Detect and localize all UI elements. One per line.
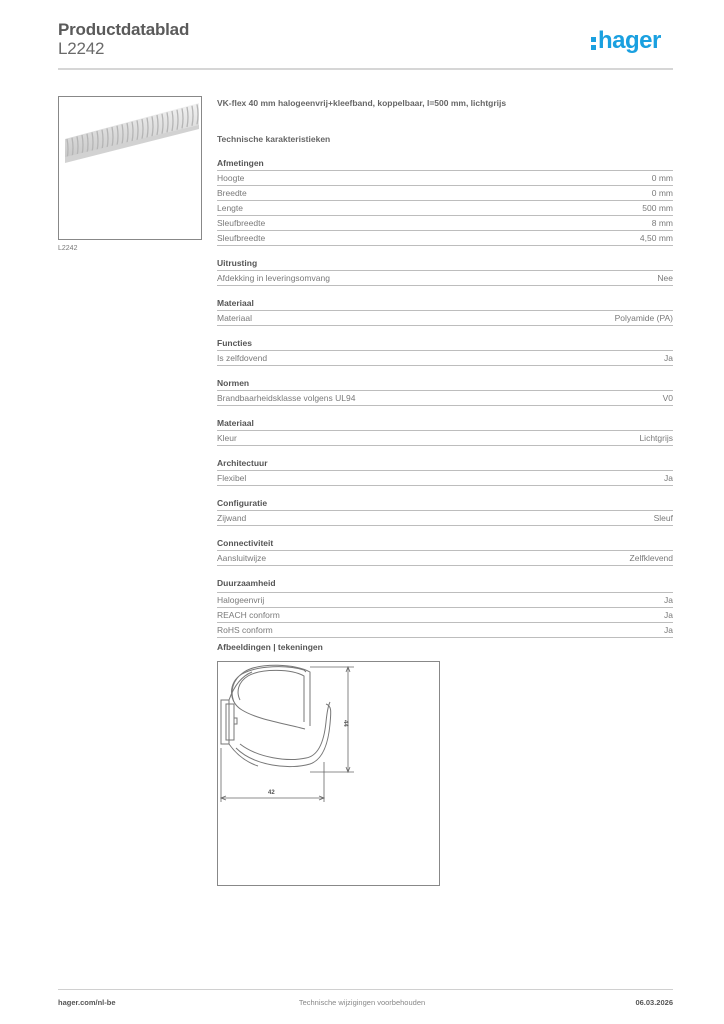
- spec-label: Lengte: [217, 203, 243, 213]
- spec-value: Zelfklevend: [629, 553, 673, 563]
- spec-label: Breedte: [217, 188, 247, 198]
- spec-row: [217, 391, 673, 406]
- spec-value: Ja: [664, 595, 673, 605]
- spec-group-material: [217, 297, 673, 326]
- spec-label: Sleufbreedte: [217, 233, 266, 243]
- spec-group-dimensions: [217, 157, 673, 246]
- group-title: Functies: [217, 337, 673, 351]
- spec-label: Sleufbreedte: [217, 218, 266, 228]
- spec-value: Sleuf: [653, 513, 673, 523]
- product-image: [58, 96, 202, 240]
- spec-value: 4,50 mm: [639, 233, 673, 243]
- spec-label: Kleur: [217, 433, 237, 443]
- width-dimension-label: 42: [268, 790, 275, 796]
- spec-label: Halogeenvrij: [217, 595, 265, 605]
- height-dimension-label: 44: [342, 720, 348, 727]
- spec-row: [217, 593, 673, 608]
- product-description: VK-flex 40 mm halogeenvrij+kleefband, koppelbaar, l=500 mm, lichtgrijs: [217, 98, 507, 108]
- product-code: L2242: [58, 39, 105, 58]
- spec-group-architecture: [217, 457, 673, 486]
- group-title: Uitrusting: [217, 257, 673, 271]
- footer-divider: [58, 989, 673, 990]
- footer-disclaimer: Technische wijzigingen voorbehouden: [298, 998, 426, 1007]
- spec-row: [217, 201, 673, 216]
- spec-row: [217, 216, 673, 231]
- spec-value: Lichtgrijs: [639, 433, 673, 443]
- drawings-title: Afbeeldingen | tekeningen: [217, 642, 323, 652]
- spec-label: Aansluitwijze: [217, 553, 267, 563]
- spec-value: Nee: [657, 273, 673, 283]
- page-title: Productdatablad: [58, 20, 190, 39]
- logo-text: hager: [598, 27, 661, 54]
- spec-label: Materiaal: [217, 313, 252, 323]
- group-title: Architectuur: [217, 457, 673, 471]
- spec-row: [217, 551, 673, 566]
- spec-row: [217, 351, 673, 366]
- group-title: Afmetingen: [217, 157, 673, 171]
- spec-label: Is zelfdovend: [217, 353, 268, 363]
- spec-value: V0: [662, 393, 673, 403]
- spec-value: Ja: [664, 353, 673, 363]
- spec-value: 500 mm: [642, 203, 673, 213]
- spec-group-equipment: [217, 257, 673, 286]
- spec-row: [217, 431, 673, 446]
- spec-row: [217, 608, 673, 623]
- spec-value: Ja: [664, 473, 673, 483]
- spec-group-configuration: [217, 497, 673, 526]
- spec-row: [217, 471, 673, 486]
- spec-group-standards: [217, 377, 673, 406]
- spec-value: Ja: [664, 610, 673, 620]
- spec-label: REACH conform: [217, 610, 280, 620]
- footer-date: 06.03.2026: [635, 998, 673, 1007]
- technical-specs: [217, 97, 673, 638]
- spec-group-connectivity: [217, 537, 673, 566]
- technical-drawing: [217, 661, 440, 886]
- spec-value: Polyamide (PA): [614, 313, 673, 323]
- spec-label: Zijwand: [217, 513, 247, 523]
- logo-colon-icon: [591, 28, 596, 54]
- spec-row: [217, 271, 673, 286]
- group-title: Normen: [217, 377, 673, 391]
- spec-row: [217, 511, 673, 526]
- spec-value: Ja: [664, 625, 673, 635]
- spec-row: [217, 623, 673, 638]
- header-divider: [58, 68, 673, 70]
- spec-label: Hoogte: [217, 173, 245, 183]
- spec-row: [217, 186, 673, 201]
- spec-row: [217, 171, 673, 186]
- group-title: Configuratie: [217, 497, 673, 511]
- spec-label: RoHS conform: [217, 625, 273, 635]
- spec-row: [217, 311, 673, 326]
- spec-value: 0 mm: [651, 173, 673, 183]
- footer-website-link[interactable]: hager.com/nl-be: [58, 998, 116, 1007]
- spec-label: Brandbaarheidsklasse volgens UL94: [217, 393, 356, 403]
- cable-duct-spiral-image: [59, 97, 201, 239]
- spec-label: Afdekking in leveringsomvang: [217, 273, 330, 283]
- spec-group-sustainability: [217, 577, 673, 638]
- group-title: Duurzaamheid: [217, 577, 673, 593]
- spec-value: 0 mm: [651, 188, 673, 198]
- section-title: Technische karakteristieken: [217, 134, 331, 144]
- spec-group-functions: [217, 337, 673, 366]
- spec-label: Flexibel: [217, 473, 247, 483]
- group-title: Materiaal: [217, 417, 673, 431]
- hager-logo: [591, 28, 661, 54]
- spec-group-material-color: [217, 417, 673, 446]
- group-title: Materiaal: [217, 297, 673, 311]
- cable-duct-cross-section-drawing: [218, 662, 439, 885]
- spec-row: [217, 231, 673, 246]
- product-image-caption: L2242: [58, 245, 78, 252]
- group-title: Connectiviteit: [217, 537, 673, 551]
- spec-value: 8 mm: [651, 218, 673, 228]
